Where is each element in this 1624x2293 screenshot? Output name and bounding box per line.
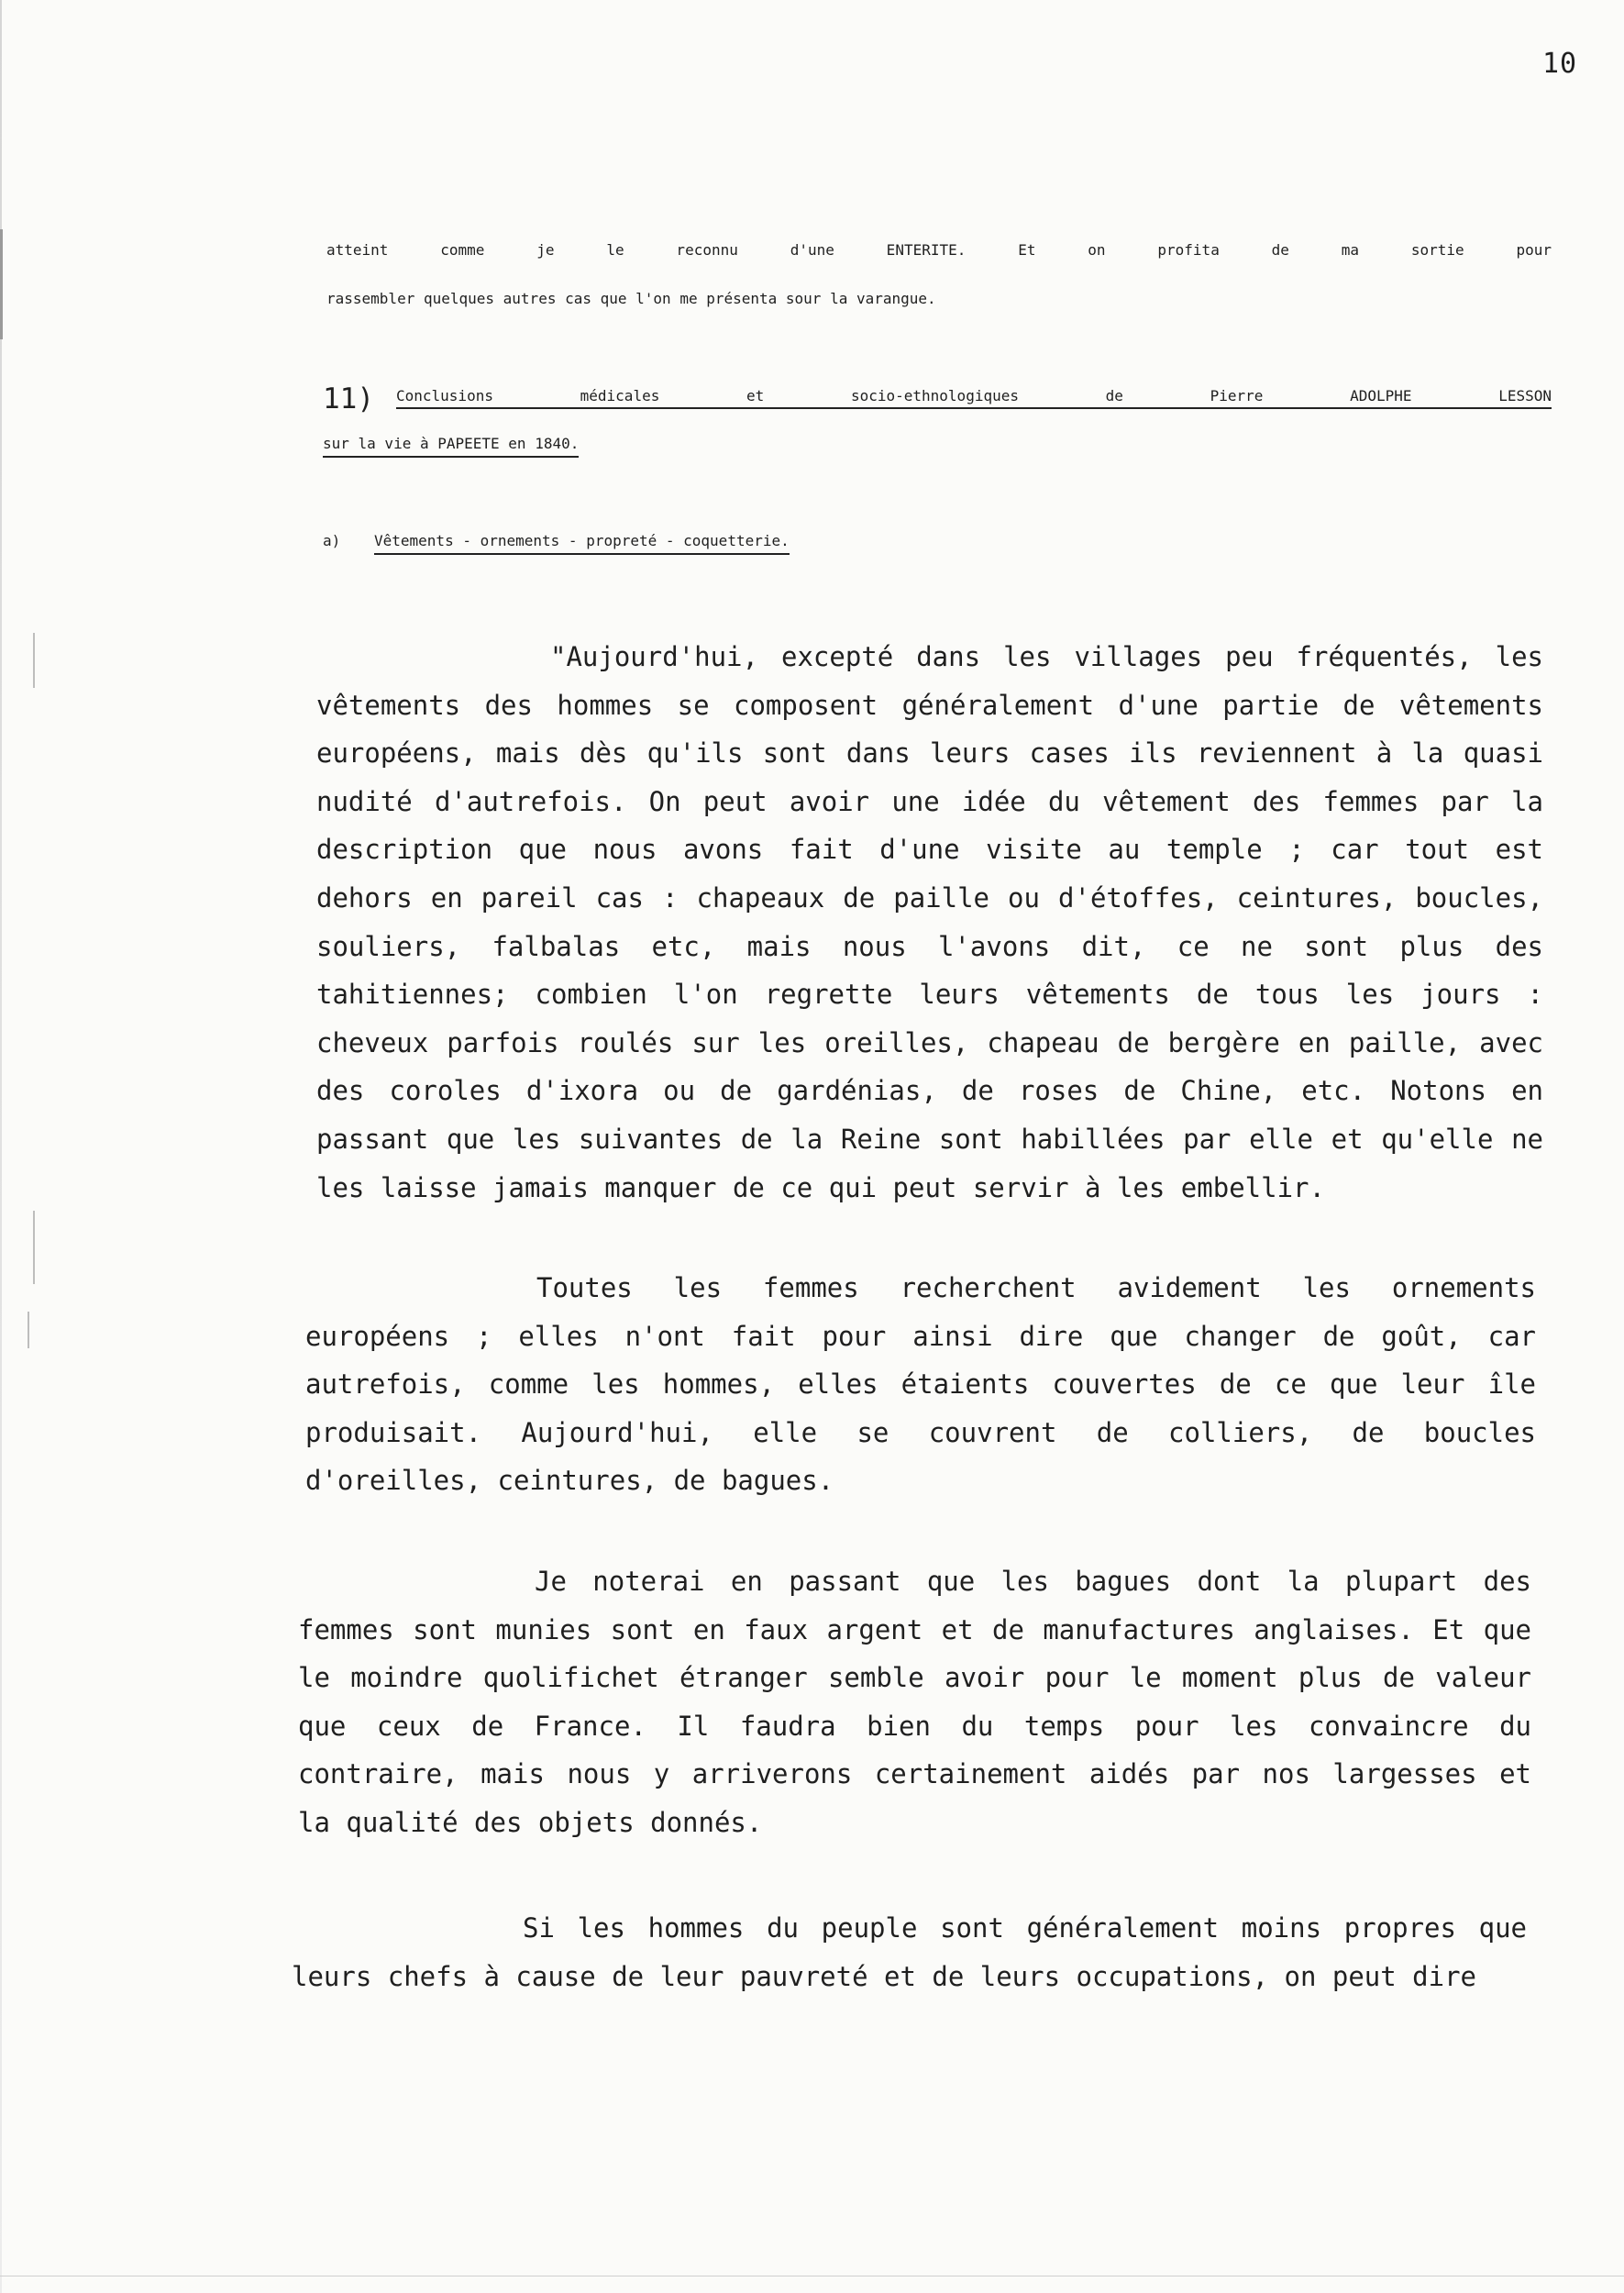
paragraph-1-line-6: dehors en pareil cas : chapeaux de paille ou d'étoffes, ceintures, boucles, <box>316 882 1543 914</box>
paragraph-1-line-11: passant que les suivantes de la Reine sont habillées par elle et qu'elle ne <box>316 1124 1543 1155</box>
paragraph-1-line-2: vêtements des hommes se composent généralement d'une partie de vêtements <box>316 690 1543 721</box>
subsection-label: a) <box>323 532 341 549</box>
paragraph-1-line-10: des coroles d'ixora ou de gardénias, de roses de Chine, etc. Notons en <box>316 1075 1543 1106</box>
paragraph-2-line-5: d'oreilles, ceintures, de bagues. <box>305 1465 834 1496</box>
paragraph-2-line-2: européens ; elles n'ont fait pour ainsi dire que changer de goût, car <box>305 1321 1536 1352</box>
paragraph-3-line-2: femmes sont munies sont en faux argent et de manufactures anglaises. Et que <box>298 1614 1531 1645</box>
scan-binding-mark <box>0 229 3 339</box>
paragraph-2-line-4: produisait. Aujourd'hui, elle se couvrent de colliers, de boucles <box>305 1417 1536 1448</box>
paragraph-2-line-1: Toutes les femmes recherchent avidement les ornements <box>536 1272 1536 1303</box>
paragraph-3-line-5: contraire, mais nous y arriverons certainement aidés par nos largesses et <box>298 1758 1531 1789</box>
paragraph-3-line-4: que ceux de France. Il faudra bien du temps pour les convaincre du <box>298 1711 1531 1742</box>
paragraph-1-line-5: description que nous avons fait d'une visite au temple ; car tout est <box>316 834 1543 865</box>
paragraph-3-line-6: la qualité des objets donnés. <box>298 1807 763 1838</box>
margin-mark <box>28 1312 29 1348</box>
paragraph-1-line-1: "Aujourd'hui, excepté dans les villages peu fréquentés, les <box>550 641 1543 672</box>
paragraph-1-line-12: les laisse jamais manquer de ce qui peut servir à les embellir. <box>316 1172 1325 1203</box>
paragraph-2-line-3: autrefois, comme les hommes, elles étaients couvertes de ce que leur île <box>305 1368 1536 1400</box>
margin-mark <box>33 633 35 688</box>
scan-left-edge <box>0 0 2 2293</box>
intro-line-1: atteint comme je le reconnu d'une ENTERITE. Et on profita de ma sortie pour <box>326 241 1552 259</box>
section-number: 11) <box>323 382 374 415</box>
paragraph-1-line-3: européens, mais dès qu'ils sont dans leurs cases ils reviennent à la quasi <box>316 737 1543 769</box>
paragraph-3-line-1: Je noterai en passant que les bagues dont la plupart des <box>535 1566 1531 1597</box>
paragraph-4-line-2: leurs chefs à cause de leur pauvreté et de leurs occupations, on peut dire <box>292 1961 1477 1992</box>
section-title-line-2: sur la vie à PAPEETE en 1840. <box>323 437 579 451</box>
section-title-line-1: Conclusions médicales et socio-ethnologiques de Pierre ADOLPHE LESSON <box>396 389 1552 409</box>
margin-mark <box>33 1211 35 1284</box>
paragraph-1-line-8: tahitiennes; combien l'on regrette leurs vêtements de tous les jours : <box>316 979 1543 1010</box>
subsection-title: Vêtements - ornements - propreté - coquetterie. <box>374 534 790 548</box>
paragraph-3-line-3: le moindre quolifichet étranger semble avoir pour le moment plus de valeur <box>298 1662 1531 1693</box>
paragraph-1-line-9: cheveux parfois roulés sur les oreilles, chapeau de bergère en paille, avec <box>316 1027 1543 1058</box>
page-number: 10 <box>1542 48 1578 80</box>
paragraph-4-line-1: Si les hommes du peuple sont généralement moins propres que <box>523 1912 1527 1944</box>
intro-line-2: rassembler quelques autres cas que l'on me présenta sour la varangue. <box>326 290 936 307</box>
paragraph-1-line-4: nudité d'autrefois. On peut avoir une idée du vêtement des femmes par la <box>316 786 1543 817</box>
paragraph-1-line-7: souliers, falbalas etc, mais nous l'avons dit, ce ne sont plus des <box>316 931 1543 962</box>
